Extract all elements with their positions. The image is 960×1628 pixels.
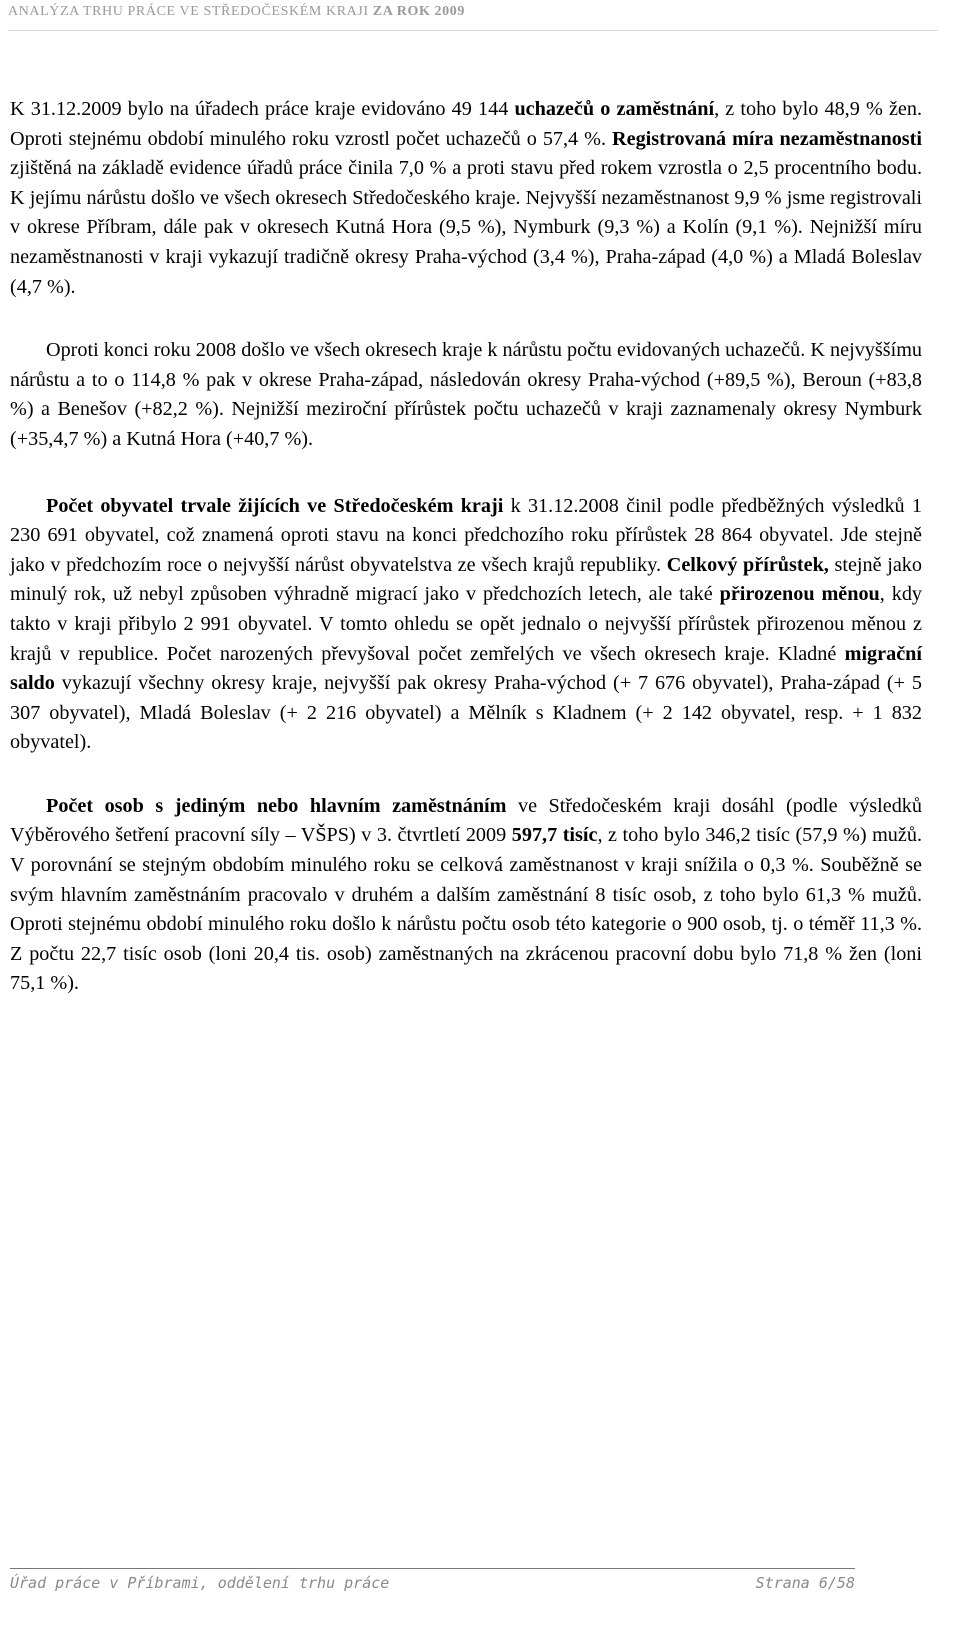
running-header bbox=[8, 4, 938, 31]
paragraph-population bbox=[10, 492, 922, 758]
text-run: zjištěná na základě evidence úřadů práce činila 7,0 % a proti stavu před rokem vzrostla o 2,5 procentního bodu. K jejímu nárůstu došlo ve všech okresech Středočeského kraje. Nejvyšší nezaměstnanost 9,9 % jsme registrovali v okrese Příbram, dále pak v okresech Kutná Hora (9,5 %), Nymburk (9,3 %) a Kolín (9,1 %). Nejnižší míru nezaměstnanosti v kraji vykazují tradičně okresy Praha-východ (3,4 %), Praha-západ (4,0 %) a Mladá Boleslav (4,7 %). bbox=[10, 157, 922, 298]
text-run: vykazují všechny okresy kraje, nejvyšší pak okresy Praha-východ (+ 7 676 obyvatel), Praha-západ (+ 5 307 obyvatel), Mladá Boleslav (+ 2 216 obyvatel) a Mělník s Kladnem (+ 2 142 obyvatel, resp. + 1 832 obyvatel). bbox=[10, 672, 922, 754]
bold-term: uchazečů o zaměstnání bbox=[514, 98, 715, 120]
text-run: ve Středočeském kraji dosáhl (podle výsledků Výběrového šetření pracovní síly – VŠPS) v 3. čtvrtletí 2009 bbox=[10, 794, 922, 847]
bold-term: migrační saldo bbox=[10, 642, 922, 695]
bold-term: Celkový přírůstek, bbox=[666, 553, 829, 576]
text-run: stejně jako minulý rok, už nebyl způsoben výhradně migrací jako v předchozích letech, ale také bbox=[10, 553, 922, 606]
paragraph-employment bbox=[10, 792, 922, 999]
bold-term: Registrovaná míra nezaměstnanosti bbox=[612, 127, 922, 150]
paragraph-unemployment bbox=[10, 95, 922, 302]
text-run: , kdy takto v kraji přibylo 2 991 obyvatel. V tomto ohledu se opět jednalo o nejvyšší přírůstek přirozenou měnou z krajů v republice. Počet narozených převyšoval počet zemřelých ve všech okresech kraje. Kladné bbox=[10, 583, 923, 665]
text-run: , z toho bylo 346,2 tisíc (57,9 %) mužů. V porovnání se stejným obdobím minulého roku se celková zaměstnanost v kraji snížila o 0,3 %. Souběžně se svým hlavním zaměstnáním pracovalo v druhém a dalším zaměstnání 8 tisíc osob, z toho bylo 61,3 % mužů. Oproti stejnému období minulého roku došlo k nárůstu počtu osob této kategorie o 900 osob, tj. o téměř 11,3 %. Z počtu 22,7 tisíc osob (loni 20,4 tis. osob) zaměstnaných na zkrácenou pracovní dobu bylo 71,8 % žen (loni 75,1 %). bbox=[10, 824, 922, 995]
bold-term: přirozenou měnou bbox=[719, 583, 880, 606]
running-footer bbox=[10, 1574, 855, 1592]
text-run: Oproti konci roku 2008 došlo ve všech okresech kraje k nárůstu počtu evidovaných uchazečů. K nejvyššímu nárůstu a to o 114,8 % pak v okrese Praha-západ, následován okresy Praha-východ (+89,5 %), Beroun (+83,8 %) a Benešov (+82,2 %). Nejnižší meziroční přírůstek počtu uchazečů v kraji zaznamenaly okresy Nymburk (+35,4,7 %) a Kutná Hora (+40,7 %). bbox=[10, 339, 922, 450]
footer-divider bbox=[10, 1568, 855, 1569]
text-run: , z toho bylo 48,9 % žen. Oproti stejnému období minulého roku vzrostl počet uchazečů o 57,4 %. bbox=[10, 98, 923, 150]
text-run: k 31.12.2008 činil podle předběžných výsledků 1 230 691 obyvatel, což znamená oproti stavu na konci předchozího roku přírůstek 28 864 obyvatel. Jde stejně jako v předchozím roce o nejvyšší nárůst obyvatelstva ze všech krajů republiky. bbox=[10, 494, 923, 576]
text-run: K 31.12.2009 bylo na úřadech práce kraje evidováno 49 144 bbox=[10, 98, 515, 120]
footer-office: Úřad práce v Příbrami, oddělení trhu práce bbox=[10, 1574, 390, 1592]
bold-term: Počet obyvatel trvale žijících ve Středočeském kraji bbox=[46, 494, 504, 517]
document-body bbox=[10, 95, 922, 1028]
bold-term: 597,7 tisíc bbox=[511, 824, 598, 847]
bold-term: Počet osob s jediným nebo hlavním zaměstnáním bbox=[46, 794, 507, 817]
header-title-bold: ZA ROK 2009 bbox=[372, 4, 465, 19]
header-title: ANALÝZA TRHU PRÁCE VE STŘEDOČESKÉM KRAJI bbox=[8, 4, 373, 19]
page-number: Strana 6/58 bbox=[755, 1574, 855, 1592]
paragraph-applicant-growth bbox=[10, 336, 922, 454]
